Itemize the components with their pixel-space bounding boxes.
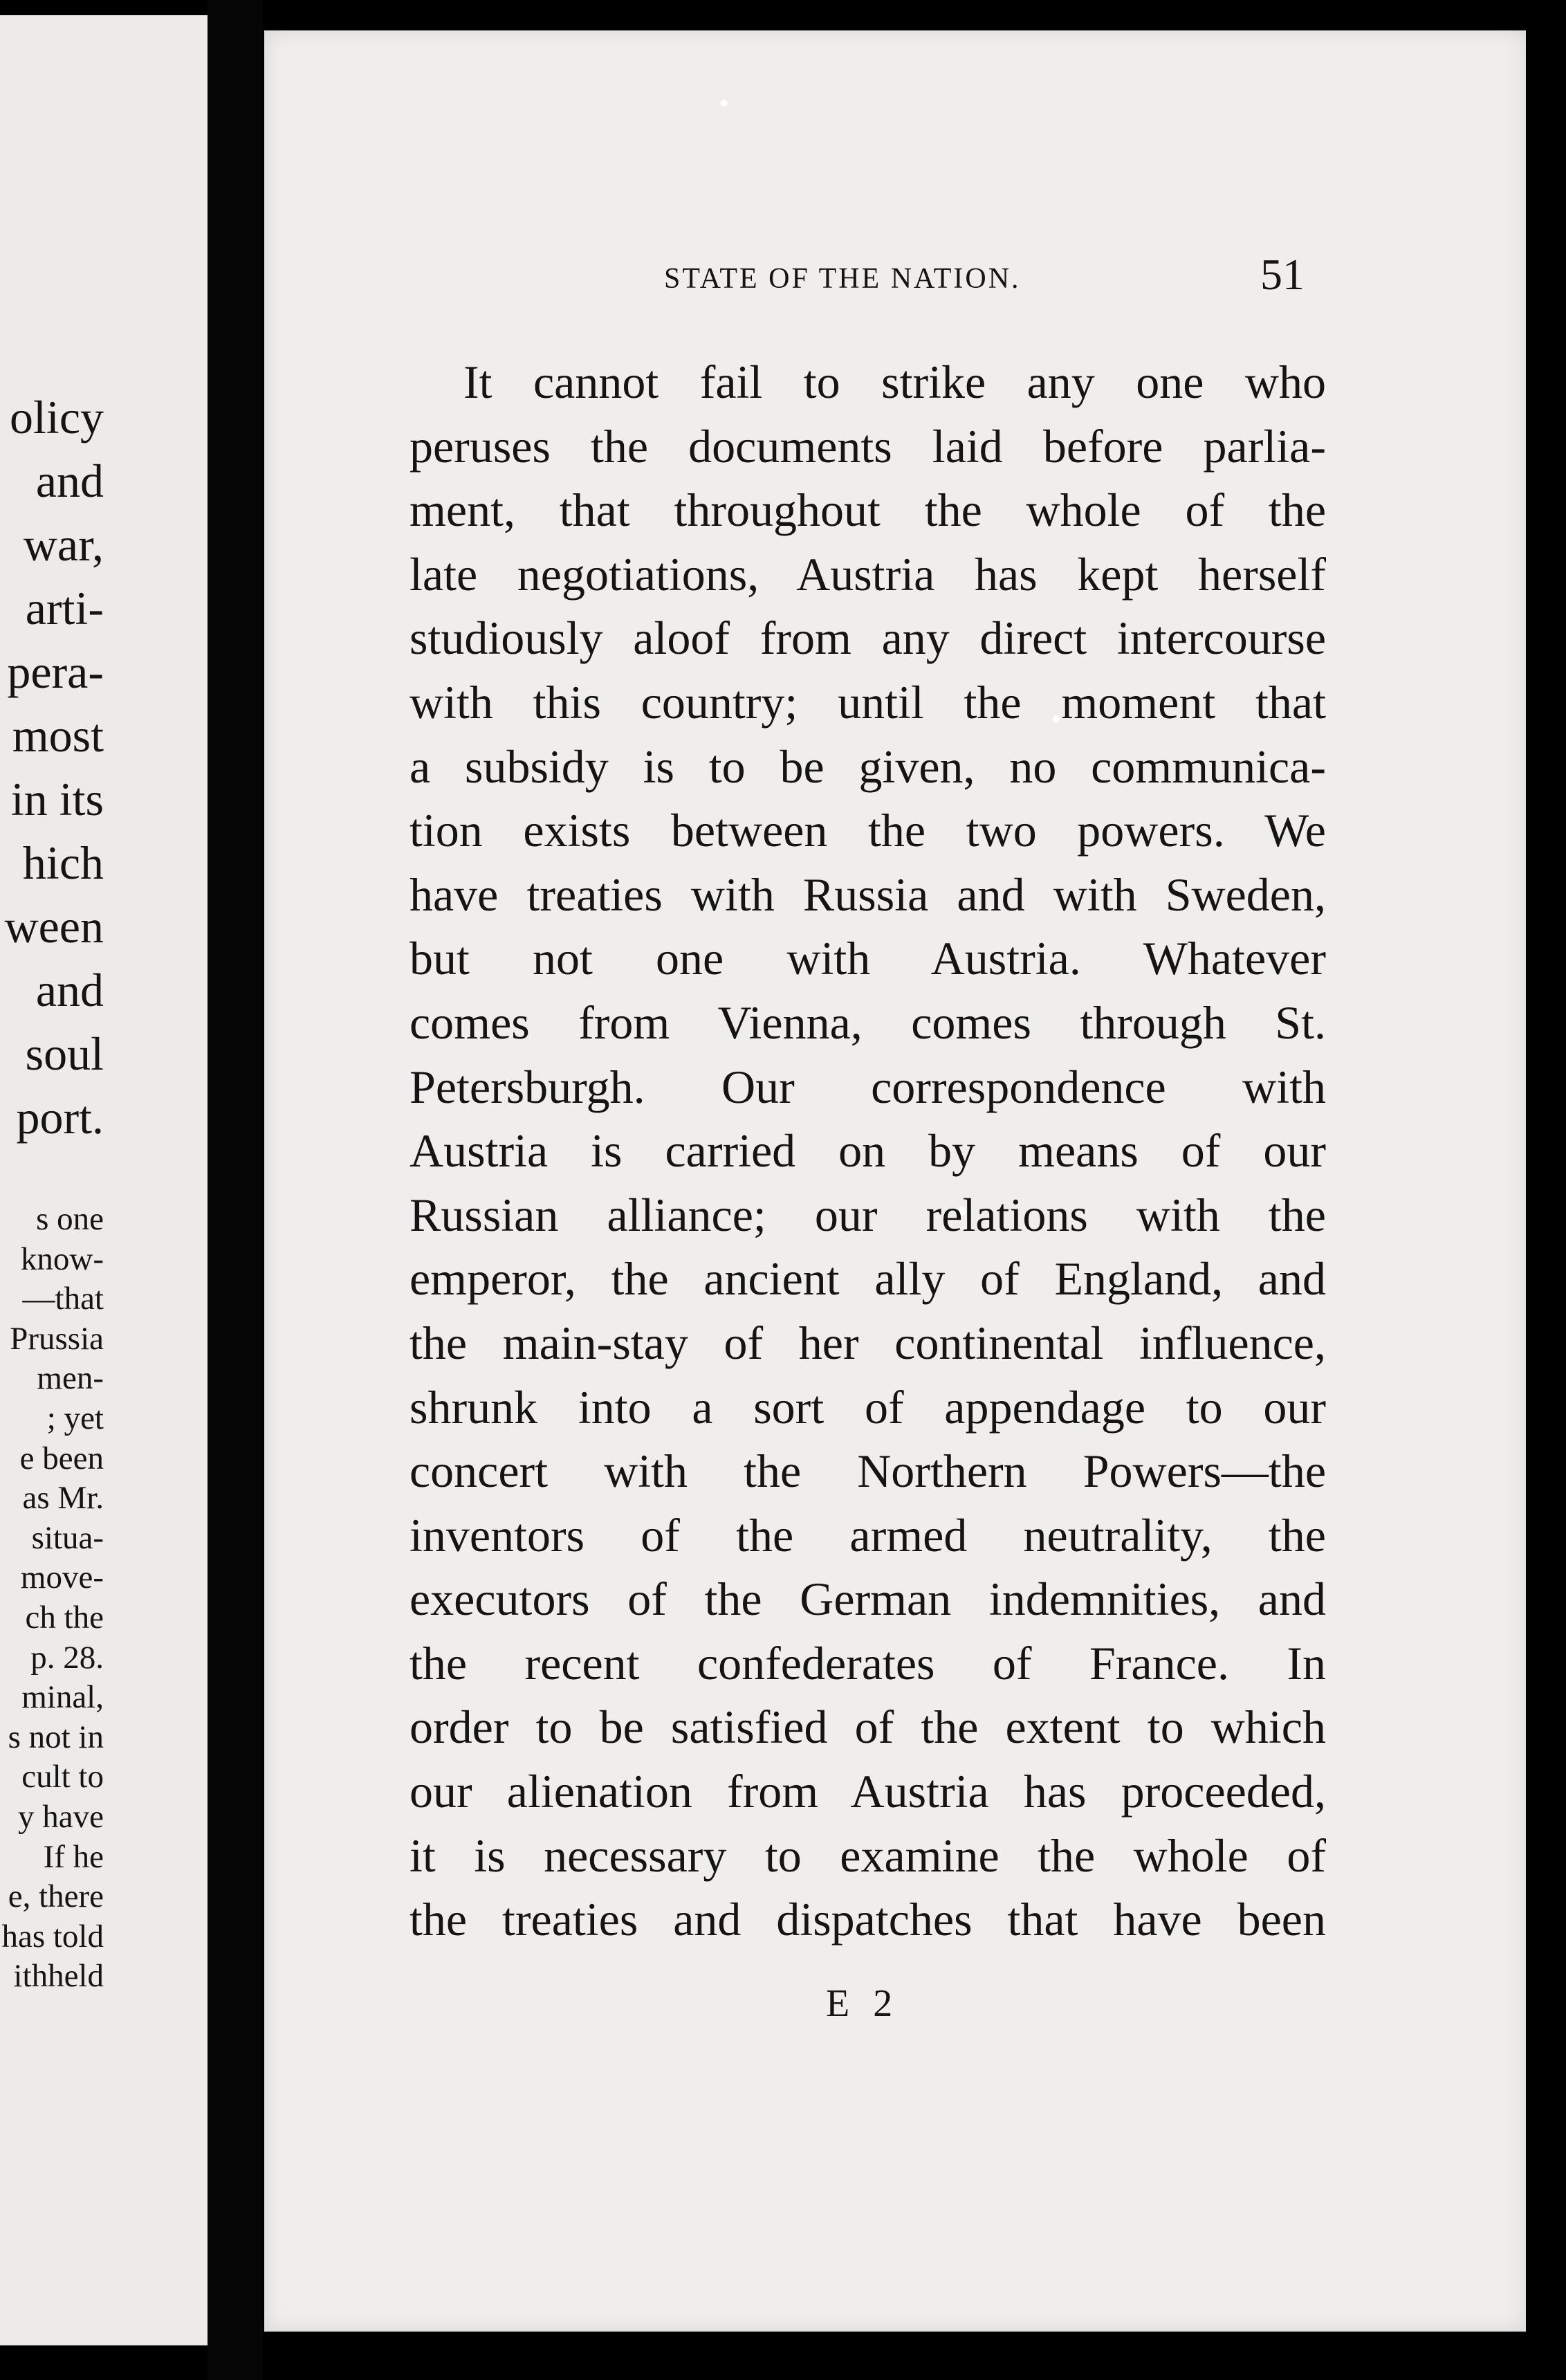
left-note-line: know- [20, 1241, 104, 1277]
left-note-line: as Mr. [22, 1480, 104, 1517]
text-line: our alienation from Austria has proceeded, [409, 1765, 1326, 1818]
running-head: STATE OF THE NATION. [664, 263, 1021, 295]
text-line: but not one with Austria. Whatever [409, 932, 1326, 985]
text-line: concert with the Northern Powers—the [409, 1445, 1326, 1498]
page-number: 51 [1260, 250, 1305, 299]
left-body-line: hich [22, 836, 104, 889]
left-note-line: ; yet [46, 1400, 104, 1436]
text-line: Russian alliance; our relations with the [409, 1188, 1326, 1241]
right-page [264, 30, 1526, 2332]
left-body-line: and [35, 964, 104, 1016]
text-line: executors of the German indemnities, and [409, 1573, 1326, 1626]
left-note-line: e, there [8, 1878, 104, 1915]
text-line: comes from Vienna, comes through St. [409, 996, 1326, 1049]
text-line: Austria is carried on by means of our [409, 1124, 1326, 1178]
left-note-line: ithheld [13, 1958, 104, 1995]
left-note-line: y have [18, 1798, 104, 1835]
left-facing-page [0, 15, 208, 2345]
left-body-line: pera- [7, 646, 104, 698]
paper-speck [721, 100, 728, 107]
text-line: peruses the documents laid before parlia- [409, 419, 1326, 473]
text-line: late negotiations, Austria has kept herself [409, 547, 1326, 601]
text-line: inventors of the armed neutrality, the [409, 1508, 1326, 1562]
left-body-line: most [12, 709, 104, 762]
left-body-line: olicy [10, 391, 104, 443]
left-note-line: Prussia [10, 1320, 104, 1357]
text-line: emperor, the ancient ally of England, and [409, 1252, 1326, 1306]
left-body-line: soul [25, 1027, 104, 1080]
text-line: have treaties with Russia and with Sweden, [409, 868, 1326, 921]
text-line: It cannot fail to strike any one who [463, 356, 1326, 408]
text-line: a subsidy is to be given, no communica- [409, 740, 1326, 793]
left-note-line: p. 28. [30, 1639, 104, 1676]
left-body-line: port. [16, 1091, 104, 1144]
text-line: the main-stay of her continental influence, [409, 1316, 1326, 1369]
signature-mark: E 2 [826, 1982, 900, 2025]
body-text [409, 350, 1326, 1952]
left-body-line: in its [10, 773, 104, 825]
text-line: ment, that throughout the whole of the [409, 484, 1326, 537]
text-line: tion exists between the two powers. We [409, 804, 1326, 857]
left-note-line: men- [37, 1360, 104, 1397]
left-note-line: If he [43, 1838, 104, 1875]
text-line: order to be satisfied of the extent to which [409, 1701, 1326, 1754]
left-body-line: and [35, 455, 104, 507]
text-line: the recent confederates of France. In [409, 1636, 1326, 1690]
left-note-line: s not in [8, 1719, 104, 1755]
left-note-line: e been [19, 1440, 104, 1476]
text-line: shrunk into a sort of appendage to our [409, 1380, 1326, 1434]
left-note-line: —that [22, 1281, 104, 1317]
left-note-line: ch the [25, 1599, 104, 1636]
left-page-footnotes [1, 1200, 104, 1997]
text-line: Petersburgh. Our correspondence with [409, 1060, 1326, 1113]
left-note-line: move- [20, 1559, 104, 1596]
text-line: studiously aloof from any direct intercourse [409, 612, 1326, 665]
text-line: with this country; until the moment that [409, 675, 1326, 729]
text-line: the treaties and dispatches that have been [409, 1893, 1326, 1946]
book-gutter [208, 0, 263, 2380]
left-note-line: has told [1, 1918, 104, 1955]
left-page-body [5, 385, 104, 1149]
left-note-line: cult to [21, 1759, 104, 1795]
left-note-line: situa- [31, 1519, 104, 1556]
left-body-line: war, [23, 518, 104, 571]
left-note-line: minal, [21, 1679, 104, 1716]
left-body-line: ween [4, 900, 104, 953]
text-line: it is necessary to examine the whole of [409, 1829, 1326, 1882]
left-body-line: arti- [25, 582, 104, 634]
left-note-line: s one [36, 1201, 104, 1237]
